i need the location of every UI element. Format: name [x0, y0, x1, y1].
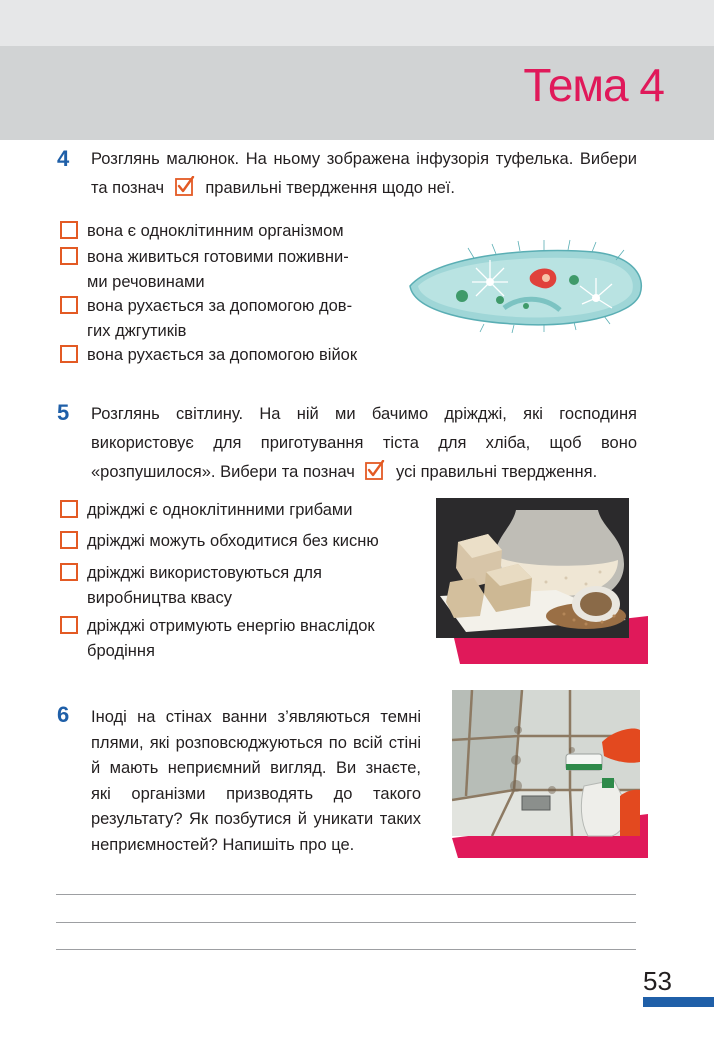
question-5-number: 5	[57, 400, 70, 425]
question-4-text-start: Розглянь малюнок. На ньому зображена інфузорія туфелька. Вибери та познач	[91, 150, 637, 197]
question-4-text	[91, 145, 637, 203]
question-5-text-start: Розглянь світлину. На ній ми бачимо дріжджі, які господиня використовує для приготування тіста для хліба, щоб воно «розпушилося». Вибери та познач	[91, 405, 637, 481]
question-4-text-end: правильні твердження щодо неї.	[205, 179, 455, 197]
question-4-number: 4	[57, 146, 70, 171]
question-6-number: 6	[57, 702, 70, 727]
answer-line[interactable]	[56, 922, 636, 923]
empty-checkbox-icon[interactable]	[60, 616, 78, 634]
question-5-text	[91, 400, 637, 487]
q4-option-1[interactable]	[60, 219, 400, 244]
q4-option-2[interactable]	[60, 245, 400, 295]
q4-option-4-label: вона рухається за допомогою війок	[87, 346, 358, 364]
yeast-photo	[436, 498, 648, 664]
q4-option-4[interactable]	[60, 343, 410, 368]
empty-checkbox-icon[interactable]	[60, 296, 78, 314]
q5-option-1-label: дріжджі є одноклітинними грибами	[87, 501, 353, 519]
q5-option-4-label: дріжджі отримують енергію внаслідок бродіння	[87, 617, 375, 660]
page-number-bar	[643, 997, 714, 1007]
q5-option-2-label: дріжджі можуть обходитися без кисню	[87, 532, 379, 550]
empty-checkbox-icon[interactable]	[60, 563, 78, 581]
answer-line[interactable]	[56, 894, 636, 895]
q4-option-1-label: вона є одноклітинним організмом	[87, 222, 344, 240]
q5-option-3-label: дріжджі використовуються для виробництва квасу	[87, 564, 322, 607]
empty-checkbox-icon[interactable]	[60, 345, 78, 363]
q5-option-2[interactable]	[60, 529, 440, 554]
paramecium-illustration	[404, 238, 649, 333]
empty-checkbox-icon[interactable]	[60, 531, 78, 549]
checked-box-icon	[175, 176, 195, 196]
q4-option-2-label: вона живиться готовими поживни- ми речовинами	[87, 248, 349, 291]
topic-title: Тема 4	[523, 59, 664, 111]
q5-option-3[interactable]	[60, 561, 430, 611]
empty-checkbox-icon[interactable]	[60, 500, 78, 518]
q4-option-3[interactable]	[60, 294, 400, 344]
bathroom-mold-photo	[452, 690, 648, 858]
top-strip	[0, 0, 714, 46]
question-6-text: Іноді на стінах ванни з’являються темні плями, які розповсюджуються по всій стіні й мають неприємний вигляд. Ви знаєте, які організми призводять до такого результату? Як позбутися й уникати таких неприємностей? Напишіть про це.	[91, 708, 421, 854]
q5-option-4[interactable]	[60, 614, 430, 664]
answer-line[interactable]	[56, 949, 636, 950]
page-number: 53	[643, 966, 672, 996]
empty-checkbox-icon[interactable]	[60, 247, 78, 265]
q5-option-1[interactable]	[60, 498, 430, 523]
checked-box-icon	[365, 460, 385, 480]
question-5-text-end: усі правильні твердження.	[396, 463, 598, 481]
q4-option-3-label: вона рухається за допомогою дов- гих джгутиків	[87, 297, 353, 340]
empty-checkbox-icon[interactable]	[60, 221, 78, 239]
